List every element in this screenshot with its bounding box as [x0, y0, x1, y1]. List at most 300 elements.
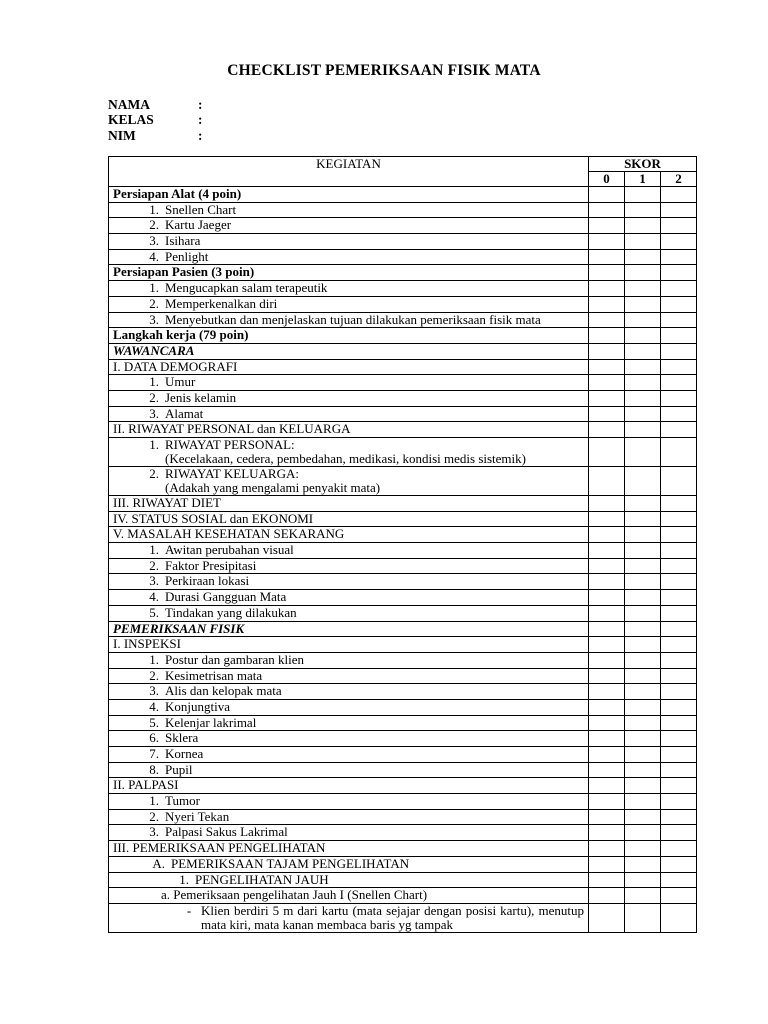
score-cell-2[interactable]	[661, 422, 697, 438]
kegiatan-cell	[109, 809, 589, 825]
list-item	[113, 250, 584, 264]
item-number: 1.	[149, 374, 159, 390]
score-cell-0[interactable]	[589, 841, 625, 857]
item-subtext: (Adakah yang mengalami penyakit mata)	[165, 480, 381, 495]
score-cell-1[interactable]	[625, 888, 661, 904]
score-cell-0[interactable]	[589, 794, 625, 810]
item-content	[165, 218, 584, 232]
score-cell-1[interactable]	[625, 527, 661, 543]
list-item	[113, 234, 584, 248]
table-row	[109, 888, 697, 904]
kegiatan-cell	[109, 281, 589, 297]
score-cell-1[interactable]	[625, 467, 661, 496]
score-cell-2[interactable]	[661, 684, 697, 700]
score-cell-1[interactable]	[625, 841, 661, 857]
section-title: Persiapan Pasien (3 poin)	[113, 264, 255, 280]
kegiatan-cell	[109, 511, 589, 527]
score-cell-0[interactable]	[589, 903, 625, 932]
section-title: PEMERIKSAAN FISIK	[113, 620, 245, 636]
score-cell-2[interactable]	[661, 249, 697, 265]
item-text: Kesimetrisan mata	[165, 667, 263, 683]
score-cell-1[interactable]	[625, 731, 661, 747]
info-row-nim	[108, 128, 203, 143]
item-number: 1.	[149, 280, 159, 296]
section-heading: III. PEMERIKSAAN PENGELIHATAN	[113, 840, 326, 856]
table-row	[109, 281, 697, 297]
score-cell-0[interactable]	[589, 684, 625, 700]
item-content	[165, 375, 584, 389]
info-label: KELAS	[108, 112, 154, 128]
score-cell-2[interactable]	[661, 558, 697, 574]
score-cell-0[interactable]	[589, 359, 625, 375]
item-text: Jenis kelamin	[165, 389, 237, 405]
table-row	[109, 903, 697, 932]
kegiatan-cell	[109, 406, 589, 422]
score-cell-1[interactable]	[625, 234, 661, 250]
table-row	[109, 202, 697, 218]
info-colon: :	[198, 112, 203, 128]
score-cell-2[interactable]	[661, 778, 697, 794]
score-cell-0[interactable]	[589, 590, 625, 606]
score-cell-0[interactable]	[589, 249, 625, 265]
score-cell-2[interactable]	[661, 715, 697, 731]
kegiatan-cell	[109, 359, 589, 375]
item-text: Palpasi Sakus Lakrimal	[165, 824, 288, 840]
item-number: 1.	[149, 793, 159, 809]
score-cell-0[interactable]	[589, 574, 625, 590]
item-number: 1.	[149, 651, 159, 667]
score-cell-2[interactable]	[661, 281, 697, 297]
score-cell-0[interactable]	[589, 731, 625, 747]
kegiatan-cell	[109, 888, 589, 904]
section-title: WAWANCARA	[113, 342, 195, 358]
score-cell-0[interactable]	[589, 527, 625, 543]
item-text: Nyeri Tekan	[165, 808, 230, 824]
score-cell-1[interactable]	[625, 590, 661, 606]
score-cell-0[interactable]	[589, 390, 625, 406]
score-cell-0[interactable]	[589, 328, 625, 344]
item-content	[165, 559, 584, 573]
score-cell-0[interactable]	[589, 202, 625, 218]
item-text: PENGELIHATAN JAUH	[195, 871, 329, 887]
score-cell-0[interactable]	[589, 762, 625, 778]
score-cell-1[interactable]	[625, 715, 661, 731]
score-cell-2[interactable]	[661, 543, 697, 559]
score-cell-1[interactable]	[625, 328, 661, 344]
score-cell-0[interactable]	[589, 856, 625, 872]
score-cell-0[interactable]	[589, 558, 625, 574]
score-cell-1[interactable]	[625, 652, 661, 668]
section-heading: IV. STATUS SOSIAL dan EKONOMI	[113, 510, 314, 526]
item-content	[201, 904, 584, 932]
item-subtext: (Kecelakaan, cedera, pembedahan, medikasi, kondisi medis sistemik)	[165, 451, 526, 466]
list-item	[113, 794, 584, 808]
list-item	[113, 700, 584, 714]
score-cell-0[interactable]	[589, 637, 625, 653]
score-cell-0[interactable]	[589, 218, 625, 234]
table-row	[109, 621, 697, 637]
score-cell-2[interactable]	[661, 359, 697, 375]
score-cell-1[interactable]	[625, 343, 661, 359]
student-info	[108, 97, 203, 143]
item-text: Perkiraan lokasi	[165, 573, 250, 589]
item-number: 1.	[149, 542, 159, 558]
score-cell-2[interactable]	[661, 296, 697, 312]
score-cell-2[interactable]	[661, 375, 697, 391]
score-cell-2[interactable]	[661, 187, 697, 203]
item-content	[165, 825, 584, 839]
kegiatan-cell	[109, 467, 589, 496]
item-number: A.	[152, 855, 165, 871]
score-cell-1[interactable]	[625, 511, 661, 527]
table-row	[109, 684, 697, 700]
score-cell-2[interactable]	[661, 574, 697, 590]
kegiatan-cell	[109, 438, 589, 467]
item-text: Pupil	[165, 761, 193, 777]
kegiatan-cell	[109, 684, 589, 700]
kegiatan-cell	[109, 574, 589, 590]
table-row	[109, 527, 697, 543]
score-cell-1[interactable]	[625, 390, 661, 406]
score-cell-1[interactable]	[625, 543, 661, 559]
score-cell-0[interactable]	[589, 652, 625, 668]
item-text: a. Pemeriksaan pengelihatan Jauh I (Snellen Chart)	[161, 887, 428, 903]
item-content	[165, 653, 584, 667]
score-cell-2[interactable]	[661, 668, 697, 684]
score-cell-1[interactable]	[625, 438, 661, 467]
score-cell-0[interactable]	[589, 406, 625, 422]
item-text: Postur dan gambaran klien	[165, 651, 304, 667]
table-row	[109, 778, 697, 794]
score-cell-1[interactable]	[625, 809, 661, 825]
score-cell-1[interactable]	[625, 872, 661, 888]
item-content	[165, 684, 584, 698]
item-number: 3.	[149, 311, 159, 327]
score-cell-1[interactable]	[625, 496, 661, 512]
table-row	[109, 359, 697, 375]
list-item	[113, 731, 584, 745]
item-text: Faktor Presipitasi	[165, 557, 257, 573]
info-row-nama	[108, 97, 203, 112]
item-text: Konjungtiva	[165, 698, 230, 714]
list-item	[113, 407, 584, 421]
kegiatan-cell	[109, 637, 589, 653]
score-cell-2[interactable]	[661, 511, 697, 527]
item-text: Kartu Jaeger	[165, 217, 232, 233]
score-cell-0[interactable]	[589, 438, 625, 467]
section-title: Persiapan Alat (4 poin)	[113, 186, 242, 201]
score-cell-0[interactable]	[589, 605, 625, 621]
score-cell-0[interactable]	[589, 809, 625, 825]
score-cell-2[interactable]	[661, 841, 697, 857]
score-cell-2[interactable]	[661, 637, 697, 653]
list-item	[113, 825, 584, 839]
score-cell-0[interactable]	[589, 296, 625, 312]
table-row	[109, 496, 697, 512]
table-row	[109, 422, 697, 438]
score-cell-0[interactable]	[589, 621, 625, 637]
score-cell-2[interactable]	[661, 825, 697, 841]
table-row	[109, 637, 697, 653]
kegiatan-cell	[109, 794, 589, 810]
score-cell-1[interactable]	[625, 265, 661, 281]
score-cell-2[interactable]	[661, 265, 697, 281]
score-cell-1[interactable]	[625, 422, 661, 438]
score-cell-0[interactable]	[589, 778, 625, 794]
score-cell-2[interactable]	[661, 903, 697, 932]
item-text: Alamat	[165, 405, 204, 421]
score-cell-2[interactable]	[661, 218, 697, 234]
item-content	[171, 857, 584, 871]
score-cell-2[interactable]	[661, 731, 697, 747]
item-content	[165, 313, 584, 327]
list-item	[113, 218, 584, 232]
kegiatan-cell	[109, 375, 589, 391]
item-content	[165, 203, 584, 217]
table-row	[109, 511, 697, 527]
item-content	[195, 873, 584, 887]
score-cell-1[interactable]	[625, 605, 661, 621]
kegiatan-cell	[109, 496, 589, 512]
page-title: CHECKLIST PEMERIKSAAN FISIK MATA	[227, 62, 541, 79]
list-item	[113, 873, 584, 887]
table-row	[109, 841, 697, 857]
table-row	[109, 856, 697, 872]
table-row	[109, 467, 697, 496]
list-item	[113, 747, 584, 761]
score-cell-1[interactable]	[625, 637, 661, 653]
kegiatan-cell	[109, 699, 589, 715]
list-item	[113, 606, 584, 620]
header-skor: SKOR	[589, 157, 697, 172]
score-cell-2[interactable]	[661, 467, 697, 496]
item-text: Memperkenalkan diri	[165, 295, 278, 311]
score-cell-2[interactable]	[661, 343, 697, 359]
table-row	[109, 406, 697, 422]
table-row	[109, 731, 697, 747]
score-cell-0[interactable]	[589, 496, 625, 512]
score-cell-2[interactable]	[661, 234, 697, 250]
list-item	[113, 669, 584, 683]
item-content	[165, 250, 584, 264]
item-number: 8.	[149, 761, 159, 777]
list-item	[113, 810, 584, 824]
score-cell-0[interactable]	[589, 715, 625, 731]
score-cell-1[interactable]	[625, 296, 661, 312]
score-cell-2[interactable]	[661, 762, 697, 778]
table-row	[109, 249, 697, 265]
item-content	[165, 716, 584, 730]
list-item	[113, 857, 584, 871]
list-item	[113, 467, 584, 495]
header-score-0: 0	[589, 172, 625, 187]
score-cell-0[interactable]	[589, 825, 625, 841]
item-content	[165, 543, 584, 557]
table-row	[109, 668, 697, 684]
kegiatan-cell	[109, 856, 589, 872]
item-number: 4.	[149, 248, 159, 264]
score-cell-1[interactable]	[625, 778, 661, 794]
table-row	[109, 296, 697, 312]
list-item	[113, 203, 584, 217]
score-cell-1[interactable]	[625, 684, 661, 700]
score-cell-0[interactable]	[589, 312, 625, 328]
score-cell-1[interactable]	[625, 856, 661, 872]
list-item	[113, 653, 584, 667]
score-cell-1[interactable]	[625, 359, 661, 375]
item-text: Mengucapkan salam terapeutik	[165, 280, 328, 296]
table-row	[109, 438, 697, 467]
kegiatan-cell	[109, 731, 589, 747]
list-item	[113, 281, 584, 295]
score-cell-1[interactable]	[625, 794, 661, 810]
score-cell-1[interactable]	[625, 825, 661, 841]
item-number: 2.	[149, 217, 159, 233]
item-number: 1.	[149, 437, 159, 452]
section-heading: I. INSPEKSI	[113, 636, 181, 652]
section-title: Langkah kerja (79 poin)	[113, 327, 249, 343]
item-content	[165, 763, 584, 777]
score-cell-2[interactable]	[661, 699, 697, 715]
item-number: 2.	[149, 808, 159, 824]
score-cell-2[interactable]	[661, 856, 697, 872]
score-cell-1[interactable]	[625, 406, 661, 422]
list-item	[113, 559, 584, 573]
score-cell-1[interactable]	[625, 202, 661, 218]
item-content	[165, 391, 584, 405]
section-heading: I. DATA DEMOGRAFI	[113, 358, 238, 374]
score-cell-2[interactable]	[661, 527, 697, 543]
score-cell-2[interactable]	[661, 312, 697, 328]
score-cell-2[interactable]	[661, 888, 697, 904]
score-cell-1[interactable]	[625, 574, 661, 590]
score-cell-1[interactable]	[625, 903, 661, 932]
item-content	[165, 438, 584, 466]
item-number: 3.	[149, 233, 159, 249]
section-heading: III. RIWAYAT DIET	[113, 495, 221, 510]
kegiatan-cell	[109, 187, 589, 203]
score-cell-0[interactable]	[589, 187, 625, 203]
score-cell-0[interactable]	[589, 668, 625, 684]
score-cell-0[interactable]	[589, 265, 625, 281]
bullet-dash: -	[186, 902, 192, 918]
score-cell-1[interactable]	[625, 218, 661, 234]
kegiatan-cell	[109, 747, 589, 763]
score-cell-2[interactable]	[661, 652, 697, 668]
header-score-1: 1	[625, 172, 661, 187]
score-cell-0[interactable]	[589, 375, 625, 391]
score-cell-1[interactable]	[625, 668, 661, 684]
score-cell-2[interactable]	[661, 438, 697, 467]
item-number: 3.	[149, 405, 159, 421]
score-cell-0[interactable]	[589, 422, 625, 438]
item-number: 1.	[149, 201, 159, 217]
score-cell-1[interactable]	[625, 281, 661, 297]
score-cell-2[interactable]	[661, 496, 697, 512]
kegiatan-cell	[109, 312, 589, 328]
kegiatan-cell	[109, 296, 589, 312]
item-text: Klien berdiri 5 m dari kartu (mata sejajar dengan posisi kartu), menutup mata kiri, mata kanan membaca baris yg tampak	[201, 902, 584, 932]
score-cell-1[interactable]	[625, 187, 661, 203]
table-row	[109, 312, 697, 328]
score-cell-0[interactable]	[589, 888, 625, 904]
kegiatan-cell	[109, 903, 589, 932]
item-text: Alis dan kelopak mata	[165, 683, 282, 699]
list-item	[113, 574, 584, 588]
item-number: 4.	[149, 698, 159, 714]
item-number: 1.	[179, 871, 189, 887]
score-cell-0[interactable]	[589, 343, 625, 359]
item-text: Penlight	[165, 248, 209, 264]
item-text: Tumor	[165, 793, 200, 809]
item-content	[165, 407, 584, 421]
info-colon: :	[198, 97, 203, 112]
kegiatan-cell	[109, 202, 589, 218]
item-text: Menyebutkan dan menjelaskan tujuan dilakukan pemeriksaan fisik mata	[165, 311, 541, 327]
table-row	[109, 234, 697, 250]
kegiatan-cell	[109, 590, 589, 606]
score-cell-1[interactable]	[625, 249, 661, 265]
score-cell-1[interactable]	[625, 375, 661, 391]
score-cell-0[interactable]	[589, 747, 625, 763]
item-content	[165, 794, 584, 808]
list-item	[113, 904, 584, 932]
score-cell-2[interactable]	[661, 621, 697, 637]
score-cell-2[interactable]	[661, 390, 697, 406]
header-kegiatan: KEGIATAN	[109, 157, 589, 187]
score-cell-1[interactable]	[625, 762, 661, 778]
score-cell-0[interactable]	[589, 281, 625, 297]
item-text: Snellen Chart	[165, 201, 237, 217]
score-cell-1[interactable]	[625, 747, 661, 763]
kegiatan-cell	[109, 872, 589, 888]
score-cell-2[interactable]	[661, 747, 697, 763]
score-cell-1[interactable]	[625, 558, 661, 574]
item-content	[165, 606, 584, 620]
score-cell-2[interactable]	[661, 794, 697, 810]
table-row	[109, 809, 697, 825]
kegiatan-cell	[109, 605, 589, 621]
table-row	[109, 343, 697, 359]
table-row	[109, 794, 697, 810]
score-cell-2[interactable]	[661, 809, 697, 825]
score-cell-2[interactable]	[661, 872, 697, 888]
score-cell-0[interactable]	[589, 872, 625, 888]
score-cell-0[interactable]	[589, 699, 625, 715]
score-cell-2[interactable]	[661, 202, 697, 218]
score-cell-0[interactable]	[589, 234, 625, 250]
table-row	[109, 390, 697, 406]
item-text: Umur	[165, 374, 196, 390]
table-row	[109, 265, 697, 281]
score-cell-1[interactable]	[625, 621, 661, 637]
score-cell-0[interactable]	[589, 543, 625, 559]
score-cell-2[interactable]	[661, 328, 697, 344]
section-heading: V. MASALAH KESEHATAN SEKARANG	[113, 526, 345, 542]
score-cell-2[interactable]	[661, 590, 697, 606]
score-cell-1[interactable]	[625, 699, 661, 715]
score-cell-1[interactable]	[625, 312, 661, 328]
item-content	[165, 297, 584, 311]
kegiatan-cell	[109, 841, 589, 857]
score-cell-0[interactable]	[589, 511, 625, 527]
score-cell-2[interactable]	[661, 605, 697, 621]
table-row	[109, 218, 697, 234]
table-row	[109, 590, 697, 606]
list-item	[113, 438, 584, 466]
score-cell-2[interactable]	[661, 406, 697, 422]
score-cell-0[interactable]	[589, 467, 625, 496]
